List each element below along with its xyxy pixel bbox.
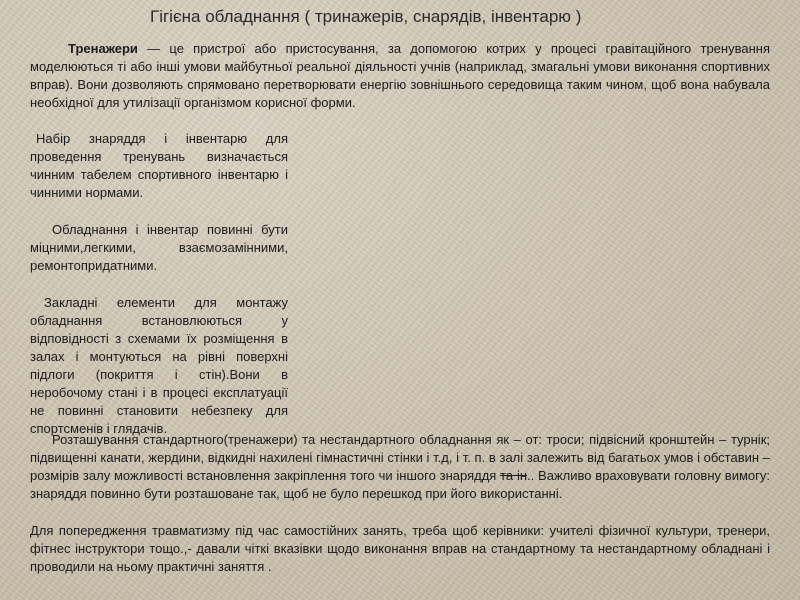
placement-text-before: Розташування стандартного(тренажери) та нестандартного обладнання як – от: троси; підвісний кронштейн – турнік; підвищенні канати, жердини, відкидні нахилені гімнастичні стінки і т.д, і т. п. в залі залежить від багатьох умов і обставин – розмірів залу можливості встановлення закріплення того чи іншого знаряддя (30, 432, 770, 483)
placement-struck-text: та ін (500, 468, 528, 483)
injury-prevention-paragraph: Для попередження травматизму під час самостійних занять, треба щоб керівники: учителі фізичної культури, тренери, фітнес інструктори тощо.,- давали чіткі вказівки щодо виконання вправ на стандартному та нестандартному обладнані і проводили на ньому практичні заняття . (30, 523, 770, 574)
equipment-requirements-paragraph: Обладнання і інвентар повинні бути міцними,легкими, взаємозамінними, ремонтопридатними. (30, 222, 288, 273)
intro-dash: — (137, 41, 170, 56)
equipment-set-paragraph: Набір знаряддя і інвентарю для проведення тренувань визначається чинним табелем спортивного інвентарю і чинними нормами. (30, 131, 288, 200)
term-trainers: Тренажери (68, 41, 138, 56)
placement-paragraph (30, 431, 770, 503)
placement-text-after: .. Важливо враховувати головну вимогу: знаряддя повинно бути розташоване так, щоб не було перешкод при його використанні. (30, 468, 771, 501)
mounting-elements-paragraph: Закладні елементи для монтажу обладнання встановлюються у відповідності з схемами їх розміщення в залах і монтуються на рівні поверхні підлоги (покриття і стін).Вони в неробочому стані і в процесі експлатуації не повинні становити небезпеку для спортсменів і глядачів. (30, 295, 288, 436)
page-title: Гігієна обладнання ( тринажерів, снарядів, інвентарю ) (150, 7, 582, 26)
intro-text: це пристрої або пристосування, за допомогою котрих у процесі гравітаційного тренування моделюються ті або інші умови майбутньої реальної діяльності учнів (наприклад, змагальні умови виконання спортивних вправ). Вони дозволяють спрямовано перетворювати енергію зовнішнього середовища таким чином, щоб вона набувала необхідної для утилізації організмом корисної форми. (30, 41, 770, 110)
intro-paragraph (30, 40, 770, 112)
